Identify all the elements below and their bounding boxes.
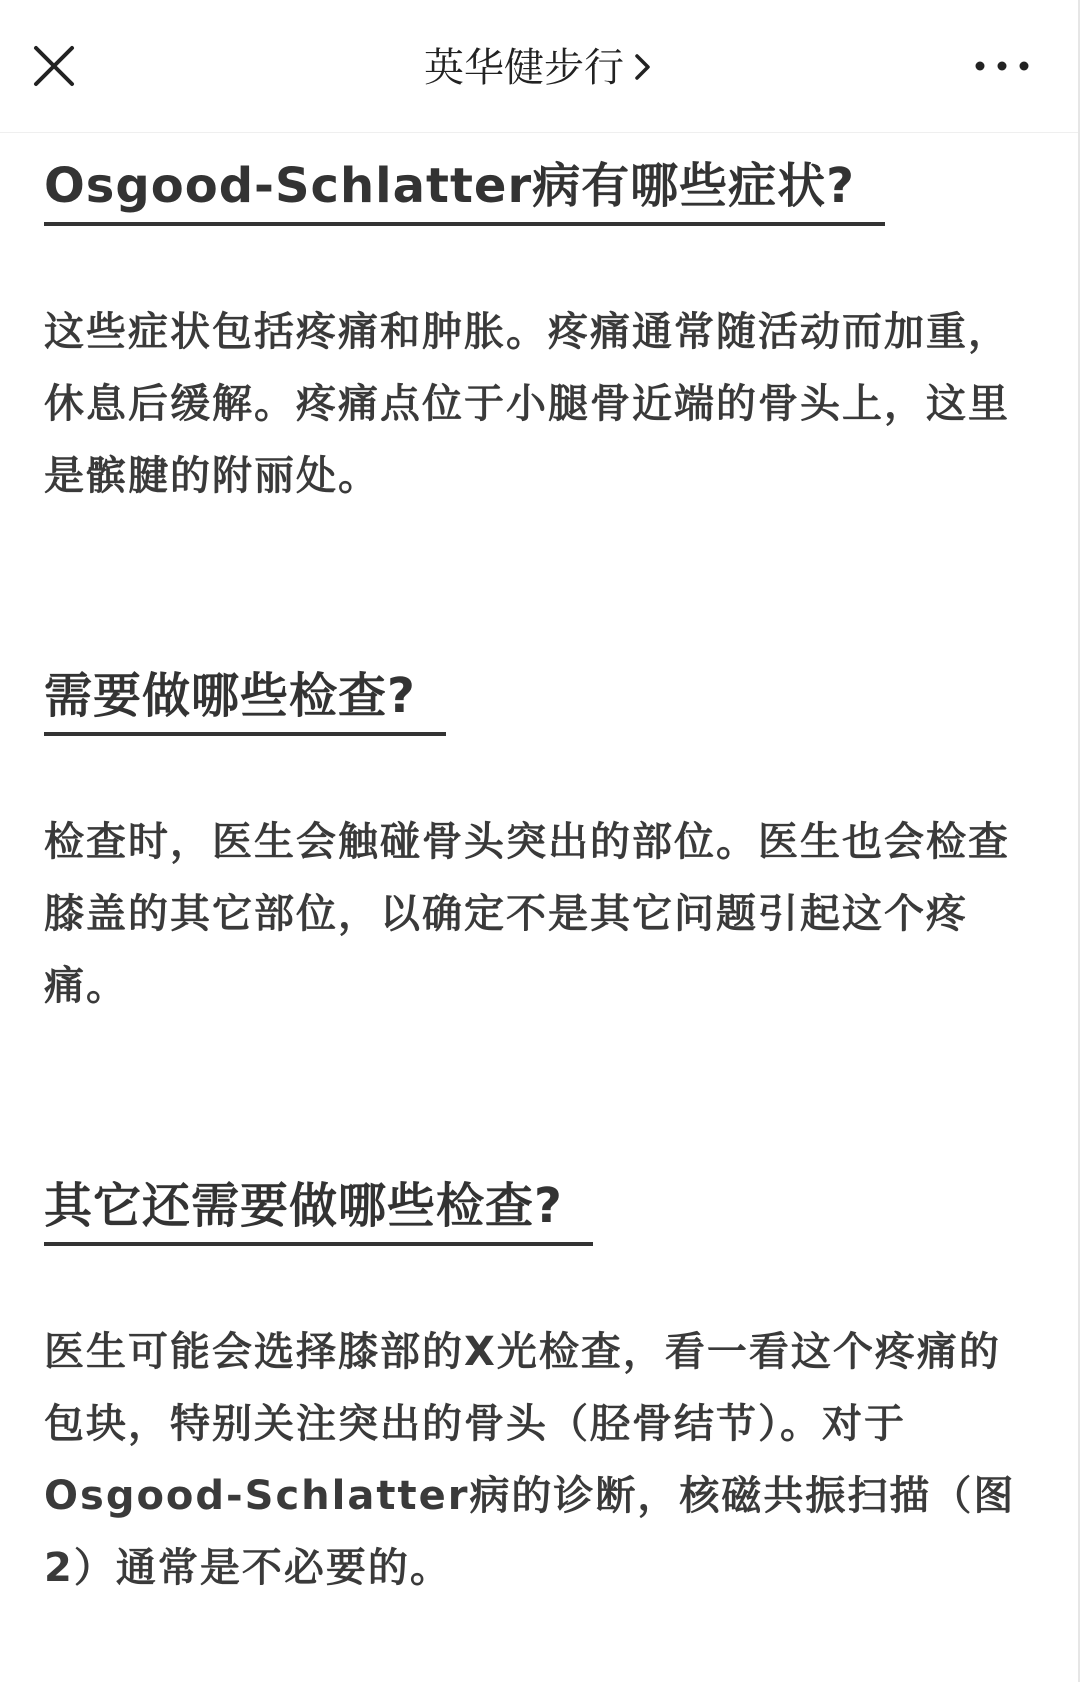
section-heading: 需要做哪些检查? [44, 660, 446, 736]
top-nav-bar [0, 0, 1078, 133]
more-options-button[interactable] [970, 44, 1034, 88]
more-horizontal-icon [970, 44, 1034, 88]
chevron-right-icon [632, 49, 654, 85]
section-paragraph: 医生可能会选择膝部的X光检查，看一看这个疼痛的包块，特别关注突出的骨头（胫骨结节）。对于Osgood-Schlatter病的诊断，核磁共振扫描（图2）通常是不必要的。 [44, 1329, 1016, 1591]
article-body [44, 150, 1036, 1604]
section-symptoms [44, 150, 1036, 226]
account-title-link[interactable] [0, 40, 1078, 96]
section-other-tests [44, 1170, 1036, 1246]
account-title-text: 英华健步行 [424, 45, 624, 91]
section-examination [44, 660, 1036, 736]
section-heading: 其它还需要做哪些检查? [44, 1170, 593, 1246]
section-paragraph: 这些症状包括疼痛和肿胀。疼痛通常随活动而加重，休息后缓解。疼痛点位于小腿骨近端的骨头上，这里是髌腱的附丽处。 [44, 309, 1010, 499]
section-heading: Osgood-Schlatter病有哪些症状? [44, 150, 885, 226]
section-paragraph: 检查时，医生会触碰骨头突出的部位。医生也会检查膝盖的其它部位，以确定不是其它问题引起这个疼痛。 [44, 819, 1010, 1009]
